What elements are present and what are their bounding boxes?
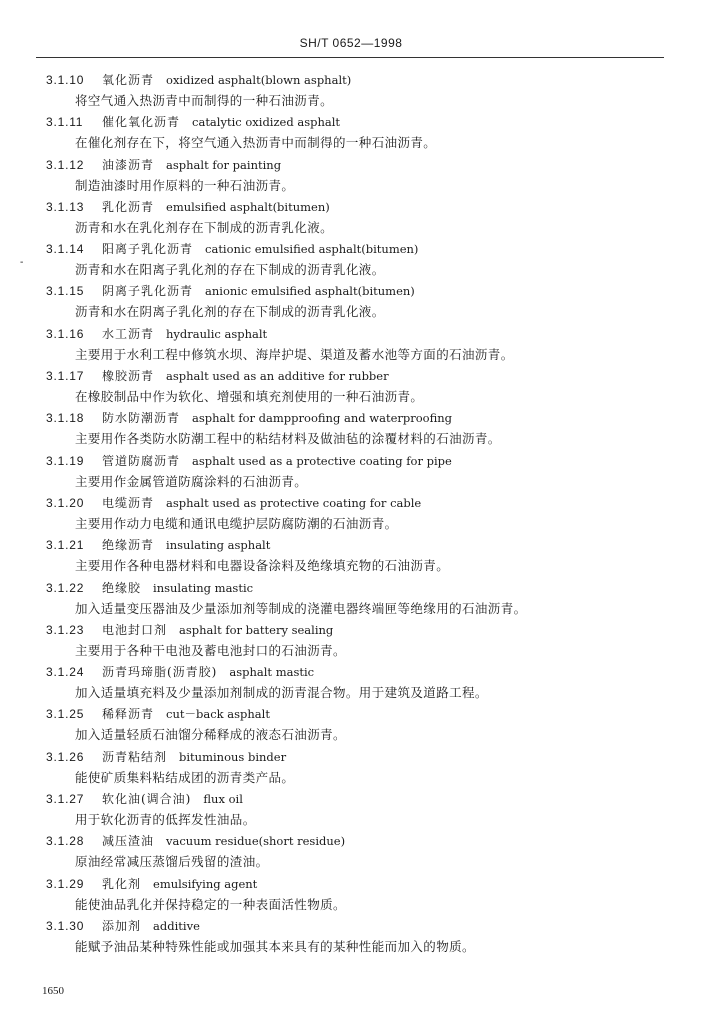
term-english: hydraulic asphalt [166,326,268,341]
page-header: SH/T 0652—1998 [299,36,403,50]
term-english: cationic emulsified asphalt(bitumen) [205,242,419,257]
term-line [46,408,452,428]
term-definition: 制造油漆时用作原料的一种石油沥青。 [75,177,295,193]
term-number: 3.1.14 [46,242,85,257]
term-line [46,662,314,682]
term-chinese: 电池封口剂 [102,622,168,637]
term-entry [0,239,702,281]
term-english: asphalt mastic [229,665,315,680]
term-entry [0,747,702,789]
term-chinese: 电缆沥青 [102,495,155,510]
term-definition: 主要用作金属管道防腐涂料的石油沥青。 [75,473,308,489]
term-entry [0,408,702,450]
term-list [0,70,702,958]
term-chinese: 沥青粘结剂 [102,749,168,764]
term-entry [0,451,702,493]
term-line [46,70,351,90]
term-chinese: 绝缘沥青 [102,538,155,553]
term-english: oxidized asphalt(blown asphalt) [166,73,352,87]
term-chinese: 防水防潮沥青 [102,411,181,426]
term-number: 3.1.11 [46,115,84,130]
term-definition: 在橡胶制品中作为软化、增强和填充剂使用的一种石油沥青。 [75,389,424,405]
term-number: 3.1.21 [46,538,85,553]
margin-mark: - [20,257,24,268]
term-english: flux oil [203,792,243,807]
term-line [46,535,270,555]
term-number: 3.1.24 [46,665,85,680]
term-line [46,366,389,386]
term-chinese: 软化油(调合油) [102,792,192,807]
term-number: 3.1.27 [46,792,85,807]
term-english: additive [153,918,200,933]
term-number: 3.1.18 [46,411,85,426]
term-line [46,155,281,175]
term-entry [0,662,702,704]
term-line [46,578,253,598]
term-definition: 能使矿质集料粘结成团的沥青类产品。 [75,769,295,785]
term-entry [0,535,702,577]
term-definition: 能赋予油品某种特殊性能或加强其本来具有的某种性能而加入的物质。 [75,938,475,954]
term-english: bituminous binder [179,749,287,764]
term-english: asphalt used as a protective coating for pipe [192,453,452,468]
term-definition: 主要用于各种干电池及蓄电池封口的石油沥青。 [75,642,346,658]
term-entry [0,831,702,873]
term-number: 3.1.17 [46,369,85,384]
term-line [46,831,345,851]
term-chinese: 催化氧化沥青 [102,115,181,130]
term-english: vacuum residue(short residue) [166,834,346,849]
term-definition: 主要用作各种电器材料和电器设备涂料及绝缘填充物的石油沥青。 [75,558,450,574]
term-chinese: 管道防腐沥青 [102,453,181,468]
term-definition: 将空气通入热沥青中而制得的一种石油沥青。 [75,93,334,108]
term-line [46,874,257,894]
term-chinese: 阴离子乳化沥青 [102,284,194,299]
term-chinese: 乳化剂 [102,876,142,891]
term-line [46,324,267,344]
term-chinese: 橡胶沥青 [102,369,155,384]
term-definition: 沥青和水在阳离子乳化剂的存在下制成的沥青乳化液。 [75,262,385,278]
term-english: cut－back asphalt [166,707,270,722]
term-english: emulsified asphalt(bitumen) [166,199,330,214]
term-line [46,747,286,767]
term-english: asphalt for painting [166,157,282,172]
term-number: 3.1.23 [46,622,85,637]
term-number: 3.1.30 [46,918,85,933]
term-number: 3.1.12 [46,157,85,172]
term-definition: 原油经常减压蒸馏后残留的渣油。 [75,854,269,870]
term-entry [0,197,702,239]
term-line [46,281,415,301]
term-number: 3.1.13 [46,199,85,214]
term-entry [0,874,702,916]
term-number: 3.1.19 [46,453,85,468]
term-chinese: 阳离子乳化沥青 [102,242,194,257]
term-chinese: 减压渣油 [102,834,155,849]
term-number: 3.1.16 [46,326,85,341]
term-definition: 沥青和水在阴离子乳化剂的存在下制成的沥青乳化液。 [75,304,385,320]
term-definition: 加入适量填充料及少量添加剂制成的沥青混合物。用于建筑及道路工程。 [75,685,488,701]
term-english: insulating asphalt [166,538,271,553]
term-entry [0,578,702,620]
term-chinese: 乳化沥青 [102,199,155,214]
term-number: 3.1.10 [46,73,85,87]
term-english: asphalt used as an additive for rubber [166,369,389,384]
term-chinese: 沥青玛𤧛脂(沥青胶) [102,665,218,680]
term-chinese: 水工沥青 [102,326,155,341]
term-definition: 用于软化沥青的低挥发性油品。 [75,812,256,828]
term-number: 3.1.20 [46,495,85,510]
term-number: 3.1.22 [46,580,85,595]
term-number: 3.1.29 [46,876,85,891]
term-entry [0,620,702,662]
term-entry [0,789,702,831]
term-entry [0,155,702,197]
term-definition: 加入适量变压器油及少量添加剂等制成的浇灌电器终端匣等绝缘用的石油沥青。 [75,600,527,616]
term-entry [0,493,702,535]
term-chinese: 油漆沥青 [102,157,155,172]
term-definition: 主要用于水利工程中修筑水坝、海岸护堤、渠道及蓄水池等方面的石油沥青。 [75,346,514,362]
term-line [46,112,340,132]
term-english: asphalt for battery sealing [179,622,334,637]
term-line [46,789,243,809]
term-english: catalytic oxidized asphalt [192,115,341,130]
term-definition: 加入适量轻质石油馏分稀释成的液态石油沥青。 [75,727,346,743]
term-entry [0,704,702,746]
term-entry [0,70,702,112]
term-chinese: 稀释沥青 [102,707,155,722]
term-english: anionic emulsified asphalt(bitumen) [205,284,415,299]
term-chinese: 氧化沥青 [102,73,155,87]
header-rule [36,57,664,58]
term-definition: 主要用作动力电缆和通讯电缆护层防腐防潮的石油沥青。 [75,515,398,531]
term-english: asphalt used as protective coating for cable [166,495,422,510]
term-english: asphalt for dampproofing and waterproofing [192,411,453,426]
term-definition: 沥青和水在乳化剂存在下制成的沥青乳化液。 [75,219,334,235]
term-definition: 能使油品乳化并保持稳定的一种表面活性物质。 [75,896,346,912]
term-line [46,239,418,259]
term-chinese: 添加剂 [102,918,142,933]
term-number: 3.1.26 [46,749,85,764]
page-number: 1650 [42,985,64,997]
term-line [46,451,452,471]
term-line [46,704,270,724]
term-line [46,620,333,640]
term-entry [0,281,702,323]
term-line [46,493,421,513]
term-entry [0,366,702,408]
term-number: 3.1.28 [46,834,85,849]
term-entry [0,324,702,366]
term-english: insulating mastic [153,580,254,595]
term-entry [0,112,702,154]
term-number: 3.1.25 [46,707,85,722]
term-chinese: 绝缘胶 [102,580,142,595]
term-line [46,197,330,217]
term-entry [0,916,702,958]
term-line [46,916,200,936]
term-number: 3.1.15 [46,284,85,299]
term-definition: 在催化剂存在下，将空气通入热沥青中而制得的一种石油沥青。 [75,135,437,151]
term-english: emulsifying agent [153,876,258,891]
term-definition: 主要用作各类防水防潮工程中的粘结材料及做油毡的涂覆材料的石油沥青。 [75,431,501,447]
